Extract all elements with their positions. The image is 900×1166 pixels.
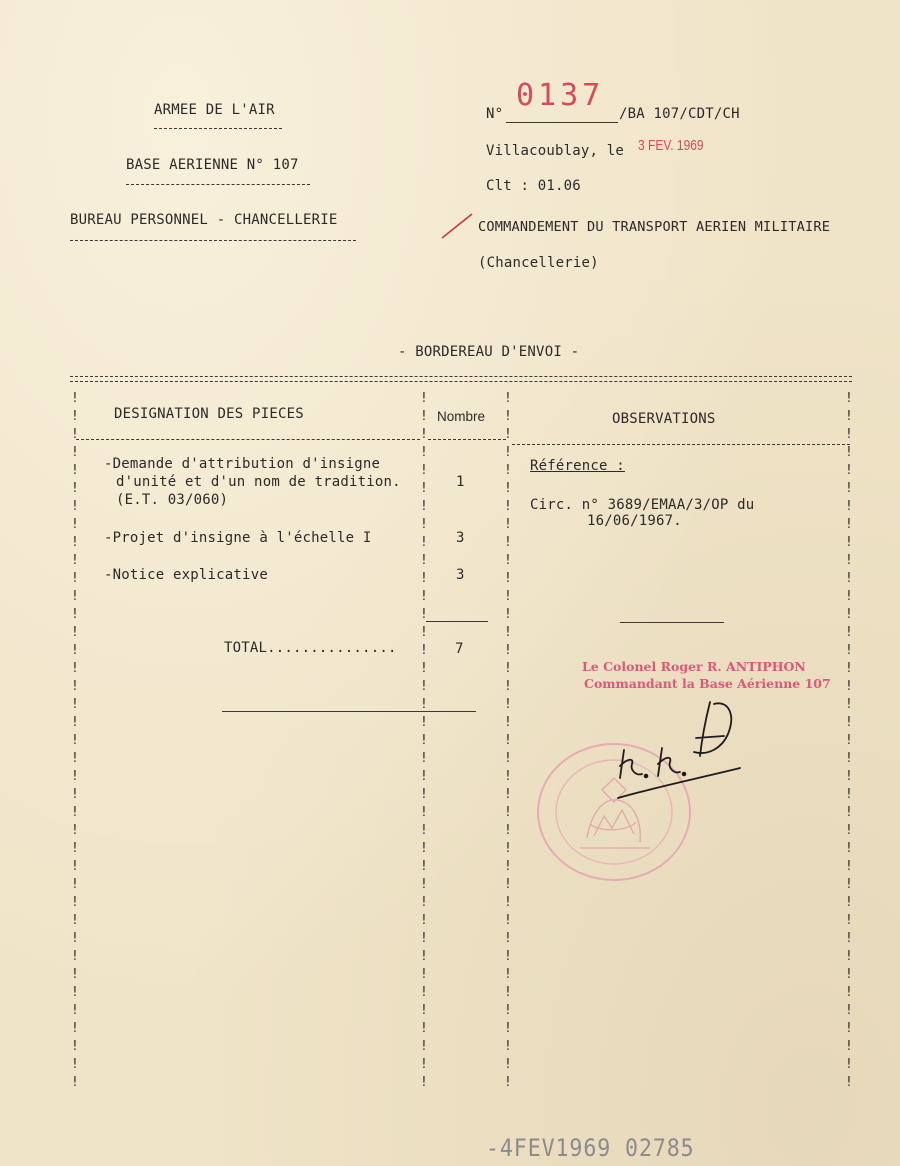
number-underline	[506, 122, 618, 123]
column-rule-mark: !	[504, 733, 512, 748]
column-rule-mark: !	[504, 625, 512, 640]
column-rule-mark: !	[71, 481, 79, 496]
column-rule-mark: !	[420, 949, 428, 964]
column-rule-mark: !	[71, 931, 79, 946]
column-rule-mark: !	[504, 427, 512, 442]
row-2-nombre: 3	[456, 530, 465, 546]
column-rule-mark: !	[71, 499, 79, 514]
column-rule-mark: !	[420, 535, 428, 550]
column-rule-mark: !	[71, 769, 79, 784]
column-rule-mark: !	[845, 895, 853, 910]
column-rule-mark: !	[504, 517, 512, 532]
header-air-force: ARMEE DE L'AIR	[154, 102, 275, 118]
total-label: TOTAL...............	[224, 640, 397, 656]
column-rule-mark: !	[420, 1039, 428, 1054]
column-rule-mark: !	[845, 1021, 853, 1036]
column-rule-mark: !	[71, 463, 79, 478]
column-rule-mark: !	[71, 643, 79, 658]
column-rule-mark: !	[845, 823, 853, 838]
column-rule-mark: !	[420, 679, 428, 694]
column-rule-mark: !	[420, 1021, 428, 1036]
column-rule-mark: !	[420, 967, 428, 982]
column-rule-mark: !	[504, 391, 512, 406]
column-rule-mark: !	[420, 1057, 428, 1072]
column-rule-mark: !	[71, 553, 79, 568]
column-rule-mark: !	[71, 445, 79, 460]
column-rule-mark: !	[420, 895, 428, 910]
column-rule-mark: !	[845, 391, 853, 406]
column-rule-mark: !	[845, 733, 853, 748]
column-rule-mark: !	[71, 535, 79, 550]
header-base: BASE AERIENNE N° 107	[126, 157, 299, 173]
column-rule-mark: !	[420, 661, 428, 676]
received-stamp: -4FEV1969 02785	[486, 1134, 695, 1162]
column-rule-mark: !	[845, 967, 853, 982]
column-rule-mark: !	[845, 949, 853, 964]
column-rule-mark: !	[71, 589, 79, 604]
column-rule-mark: !	[71, 1021, 79, 1036]
column-rule-mark: !	[845, 679, 853, 694]
date-stamp: 3 FEV. 1969	[638, 137, 704, 154]
column-rule-mark: !	[504, 445, 512, 460]
divider	[154, 128, 282, 129]
signature-stamp-line-1: Le Colonel Roger R. ANTIPHON	[582, 659, 806, 674]
column-rule-mark: !	[845, 1003, 853, 1018]
column-rule-mark: !	[845, 661, 853, 676]
header-separator-right	[512, 444, 850, 445]
column-rule-mark: !	[71, 409, 79, 424]
column-rule-mark: !	[504, 931, 512, 946]
column-rule-mark: !	[71, 1003, 79, 1018]
column-rule-mark: !	[504, 643, 512, 658]
header-separator-left	[76, 439, 420, 440]
column-rule-mark: !	[71, 1075, 79, 1090]
column-rule-mark: !	[420, 805, 428, 820]
column-rule-mark: !	[504, 877, 512, 892]
column-rule-mark: !	[420, 787, 428, 802]
column-rule-mark: !	[420, 1003, 428, 1018]
slash-mark	[440, 212, 476, 240]
column-rule-mark: !	[420, 913, 428, 928]
column-rule-mark: !	[504, 841, 512, 856]
column-rule-mark: !	[504, 661, 512, 676]
column-rule-mark: !	[71, 967, 79, 982]
column-rule-mark: !	[504, 805, 512, 820]
column-rule-mark: !	[845, 787, 853, 802]
header-bureau: BUREAU PERSONNEL - CHANCELLERIE	[70, 212, 338, 228]
header-separator-middle	[428, 439, 506, 440]
row-3-designation: -Notice explicative	[104, 567, 268, 583]
column-rule-mark: !	[845, 571, 853, 586]
column-rule-mark: !	[420, 607, 428, 622]
column-rule-mark: !	[504, 985, 512, 1000]
column-rule-mark: !	[504, 463, 512, 478]
column-rule-mark: !	[71, 751, 79, 766]
column-rule-mark: !	[71, 823, 79, 838]
column-rule-mark: !	[504, 751, 512, 766]
column-rule-mark: !	[71, 787, 79, 802]
column-rule-mark: !	[71, 1057, 79, 1072]
column-rule-mark: !	[71, 895, 79, 910]
column-rule-mark: !	[504, 769, 512, 784]
column-rule-mark: !	[420, 625, 428, 640]
column-rule-mark: !	[420, 841, 428, 856]
column-rule-mark: !	[845, 697, 853, 712]
column-rule-mark: !	[71, 877, 79, 892]
column-rule-mark: !	[420, 859, 428, 874]
column-rule-mark: !	[845, 607, 853, 622]
column-rule-mark: !	[420, 769, 428, 784]
column-rule-mark: !	[504, 499, 512, 514]
column-rule-mark: !	[845, 841, 853, 856]
column-rule-mark: !	[845, 1039, 853, 1054]
column-rule-mark: !	[504, 535, 512, 550]
column-rule-mark: !	[420, 751, 428, 766]
column-rule-mark: !	[420, 391, 428, 406]
column-rule-mark: !	[504, 949, 512, 964]
column-rule-mark: !	[504, 859, 512, 874]
observation-reference-line-2: 16/06/1967.	[587, 513, 682, 529]
column-rule-mark: !	[504, 679, 512, 694]
row-1-designation-line-1: -Demande d'attribution d'insigne	[104, 456, 381, 472]
row-1-designation-line-3: (E.T. 03/060)	[116, 492, 229, 508]
column-rule-mark: !	[845, 481, 853, 496]
column-rule-mark: !	[420, 931, 428, 946]
column-rule-mark: !	[71, 625, 79, 640]
column-rule-mark: !	[71, 661, 79, 676]
column-rule-mark: !	[504, 697, 512, 712]
column-rule-mark: !	[71, 697, 79, 712]
column-rule-mark: !	[71, 427, 79, 442]
addressee: COMMANDEMENT DU TRANSPORT AERIEN MILITAIRE	[478, 219, 831, 235]
column-rule-mark: !	[71, 1039, 79, 1054]
handwritten-signature	[610, 694, 750, 804]
column-rule-mark: !	[71, 715, 79, 730]
number-suffix: /BA 107/CDT/CH	[619, 106, 740, 122]
number-prefix: N°	[486, 106, 504, 122]
column-rule-mark: !	[845, 535, 853, 550]
column-rule-mark: !	[845, 499, 853, 514]
column-rule-mark: !	[420, 571, 428, 586]
column-rule-mark: !	[504, 589, 512, 604]
column-rule-mark: !	[845, 517, 853, 532]
column-rule-mark: !	[845, 463, 853, 478]
divider	[70, 240, 356, 241]
observation-reference-line-1: Circ. n° 3689/EMAA/3/OP du	[530, 497, 755, 513]
table-top-rule-1	[70, 376, 852, 377]
column-rule-mark: !	[71, 859, 79, 874]
signature-stamp-line-2: Commandant la Base Aérienne 107	[584, 676, 831, 691]
column-rule-mark: !	[71, 949, 79, 964]
column-rule-mark: !	[504, 553, 512, 568]
column-rule-mark: !	[845, 805, 853, 820]
column-rule-mark: !	[420, 1075, 428, 1090]
column-rule-mark: !	[71, 517, 79, 532]
column-rule-mark: !	[71, 985, 79, 1000]
column-rule-mark: !	[71, 841, 79, 856]
column-rule-mark: !	[845, 625, 853, 640]
column-rule-mark: !	[504, 823, 512, 838]
column-rule-mark: !	[420, 517, 428, 532]
column-rule-mark: !	[71, 391, 79, 406]
column-rule-mark: !	[420, 499, 428, 514]
column-rule-mark: !	[71, 733, 79, 748]
column-rule-mark: !	[420, 481, 428, 496]
column-rule-mark: !	[845, 553, 853, 568]
column-rule-mark: !	[845, 859, 853, 874]
observation-reference-label: Référence :	[530, 458, 625, 474]
column-header-designation: DESIGNATION DES PIECES	[114, 406, 304, 422]
column-rule-mark: !	[845, 1075, 853, 1090]
column-rule-mark: !	[504, 913, 512, 928]
column-rule-mark: !	[420, 463, 428, 478]
place-date-label: Villacoublay, le	[486, 143, 625, 159]
column-rule-mark: !	[71, 679, 79, 694]
column-rule-mark: !	[504, 1075, 512, 1090]
column-rule-mark: !	[420, 445, 428, 460]
column-rule-mark: !	[845, 427, 853, 442]
column-rule-mark: !	[504, 715, 512, 730]
column-rule-mark: !	[845, 985, 853, 1000]
total-rule	[426, 621, 488, 622]
total-underline	[222, 711, 476, 712]
column-rule-mark: !	[845, 409, 853, 424]
column-rule-mark: !	[504, 607, 512, 622]
column-header-observations: OBSERVATIONS	[612, 411, 716, 427]
column-rule-mark: !	[420, 427, 428, 442]
column-rule-mark: !	[420, 409, 428, 424]
column-rule-mark: !	[71, 571, 79, 586]
column-rule-mark: !	[845, 445, 853, 460]
column-rule-mark: !	[845, 715, 853, 730]
column-rule-mark: !	[504, 787, 512, 802]
row-3-nombre: 3	[456, 567, 465, 583]
column-rule-mark: !	[845, 877, 853, 892]
document-title: - BORDEREAU D'ENVOI -	[398, 344, 580, 360]
column-header-nombre: Nombre	[437, 409, 486, 424]
column-rule-mark: !	[504, 481, 512, 496]
column-rule-mark: !	[420, 823, 428, 838]
row-1-nombre: 1	[456, 474, 465, 490]
column-rule-mark: !	[504, 967, 512, 982]
column-rule-mark: !	[420, 733, 428, 748]
classification: Clt : 01.06	[486, 178, 581, 194]
column-rule-mark: !	[845, 751, 853, 766]
column-rule-mark: !	[420, 877, 428, 892]
column-rule-mark: !	[420, 697, 428, 712]
signature-rule	[620, 622, 724, 623]
column-rule-mark: !	[71, 913, 79, 928]
column-rule-mark: !	[420, 589, 428, 604]
divider	[126, 184, 310, 185]
column-rule-mark: !	[845, 931, 853, 946]
column-rule-mark: !	[71, 607, 79, 622]
column-rule-mark: !	[845, 589, 853, 604]
addressee-sub: (Chancellerie)	[478, 255, 599, 271]
total-value: 7	[455, 641, 464, 657]
column-rule-mark: !	[845, 1057, 853, 1072]
column-rule-mark: !	[420, 985, 428, 1000]
row-1-designation-line-2: d'unité et d'un nom de tradition.	[116, 474, 401, 490]
column-rule-mark: !	[504, 1039, 512, 1054]
document-number: 0137	[516, 78, 605, 113]
column-rule-mark: !	[504, 1021, 512, 1036]
column-rule-mark: !	[420, 643, 428, 658]
column-rule-mark: !	[504, 409, 512, 424]
column-rule-mark: !	[504, 1057, 512, 1072]
column-rule-mark: !	[504, 895, 512, 910]
column-rule-mark: !	[504, 571, 512, 586]
column-rule-mark: !	[71, 805, 79, 820]
column-rule-mark: !	[504, 1003, 512, 1018]
column-rule-mark: !	[420, 715, 428, 730]
column-rule-mark: !	[845, 913, 853, 928]
row-2-designation: -Projet d'insigne à l'échelle I	[104, 530, 372, 546]
column-rule-mark: !	[845, 643, 853, 658]
column-rule-mark: !	[420, 553, 428, 568]
column-rule-mark: !	[845, 769, 853, 784]
table-top-rule-2	[70, 381, 852, 382]
